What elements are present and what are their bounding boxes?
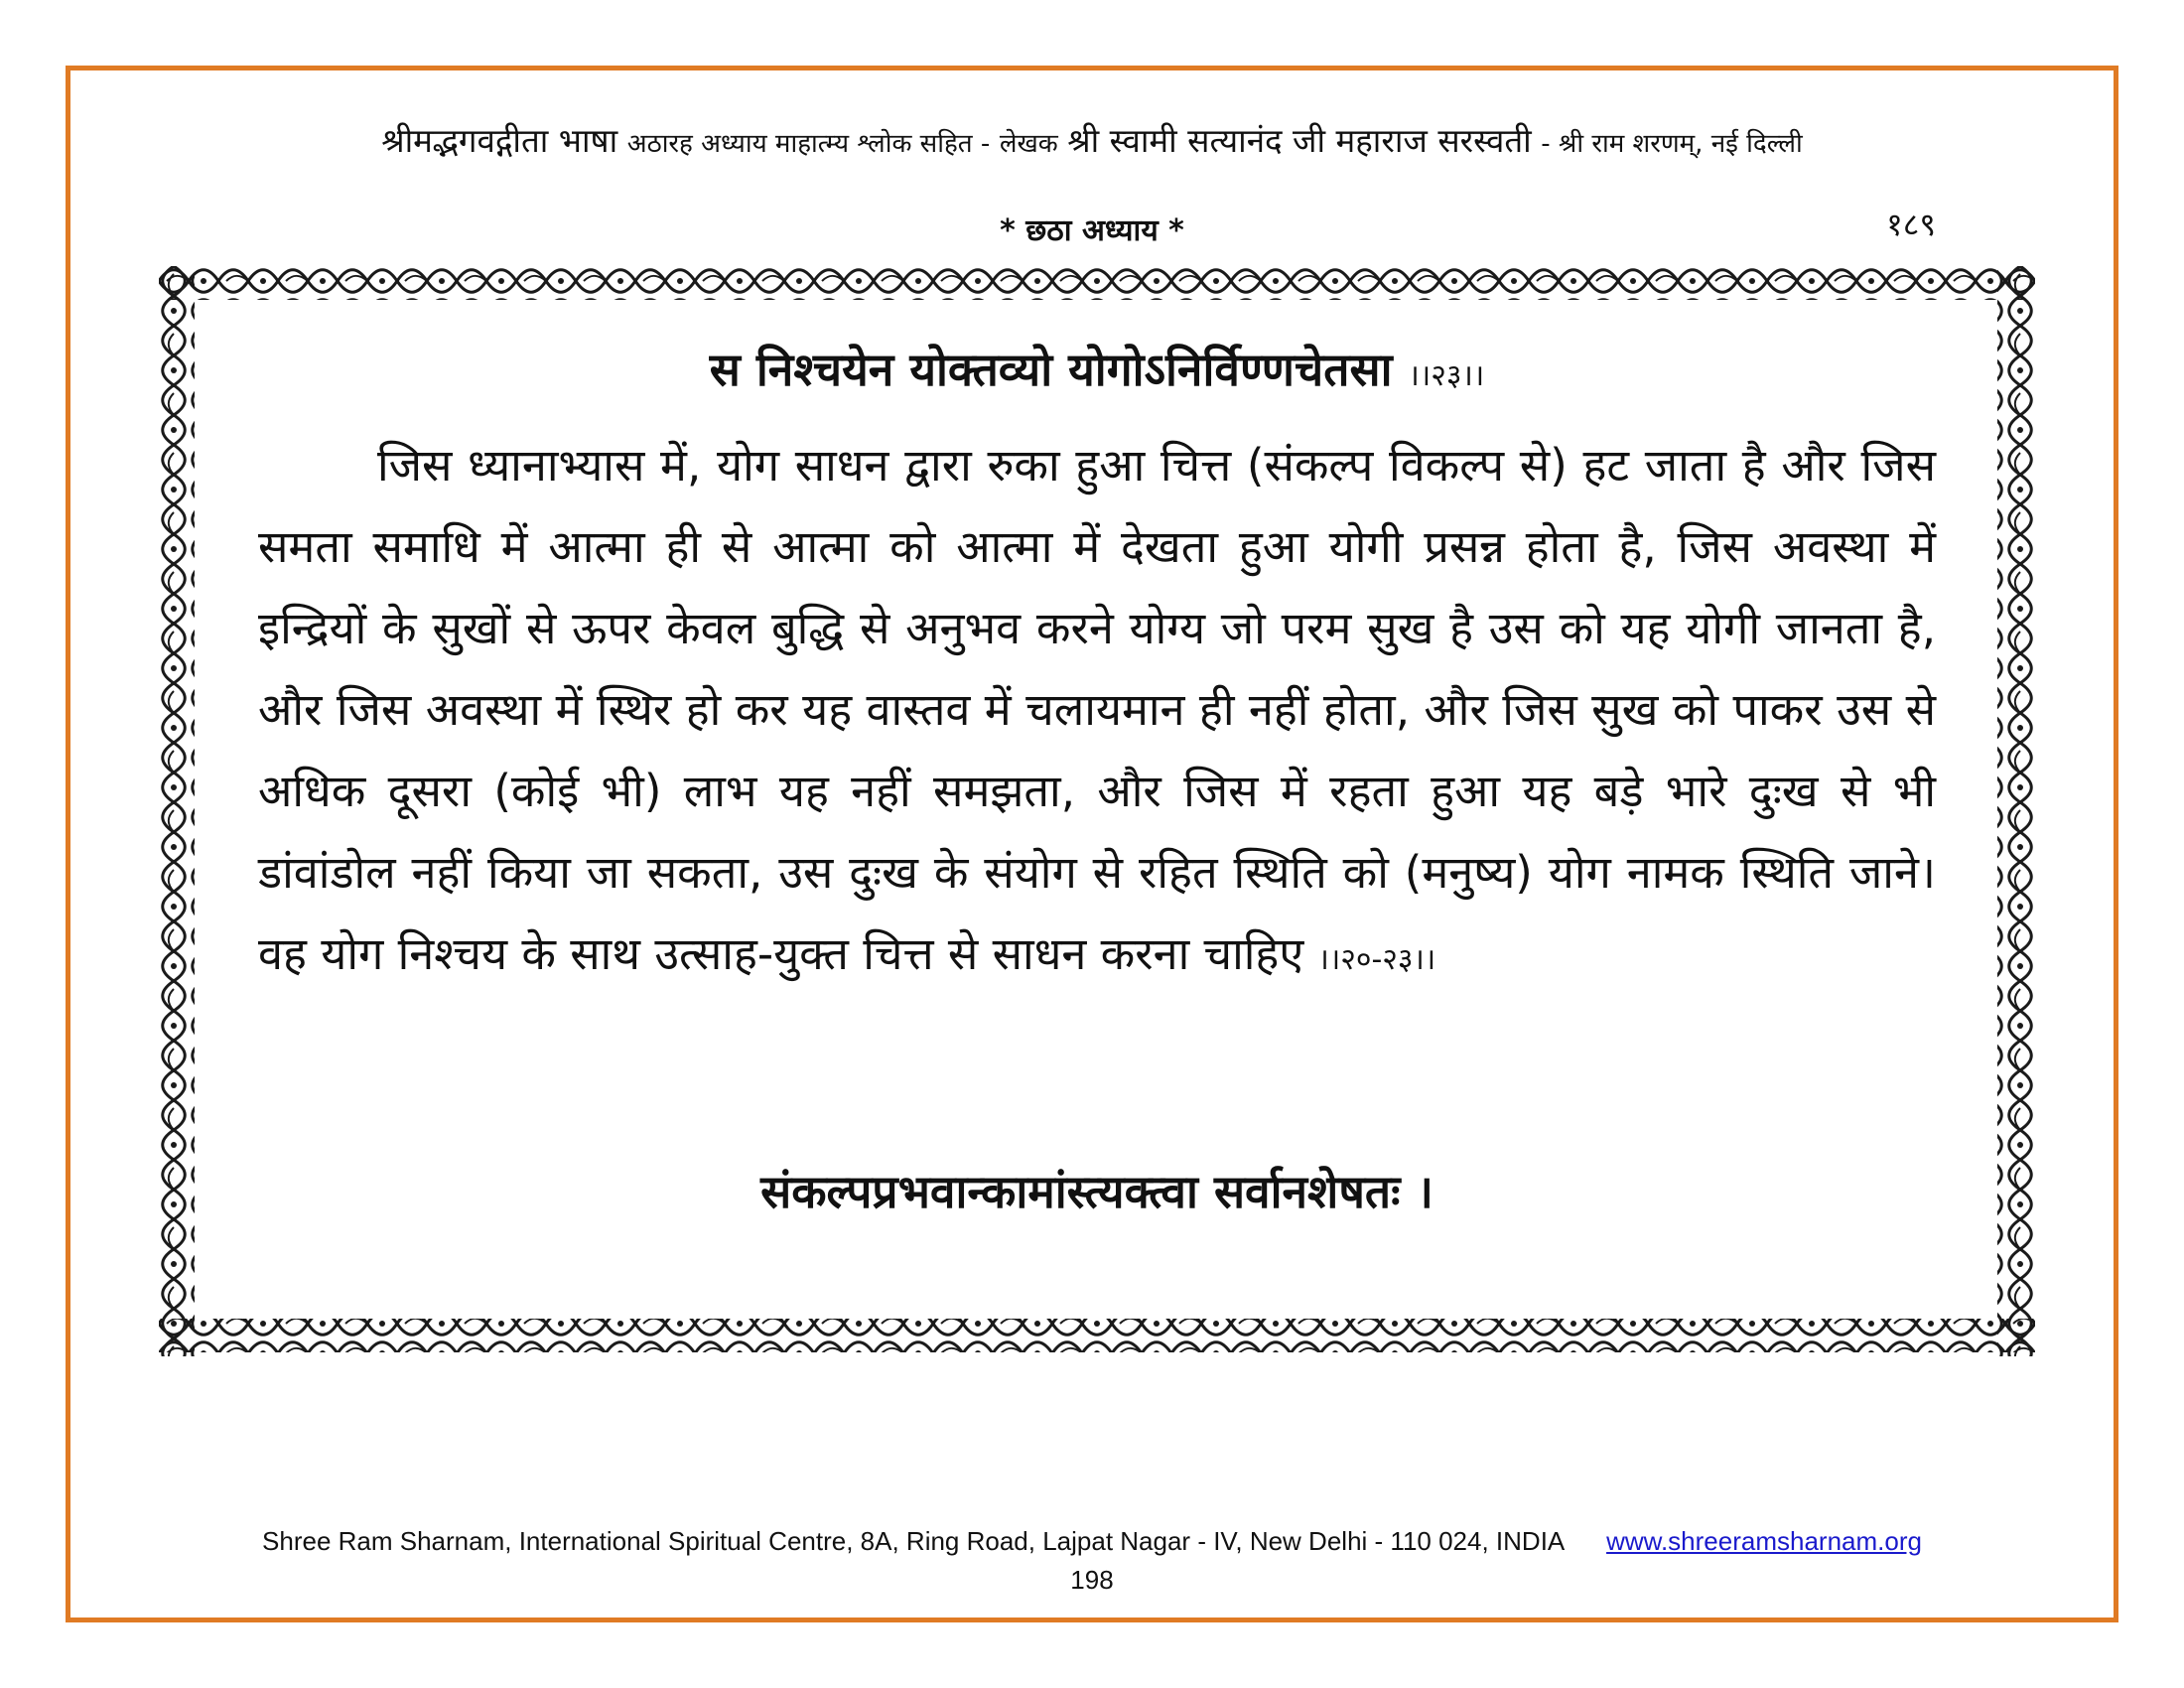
footer-page-number: 198 [1070,1565,1114,1595]
chapter-heading: * छठा अध्याय * [1000,213,1184,248]
page-header [119,117,2065,162]
verse-line-top [159,338,2035,399]
verse-top-text: स निश्चयेन योक्तव्यो योगोऽनिर्विण्णचेतसा [709,343,1393,396]
footer-address: Shree Ram Sharnam, International Spiritual Centre, 8A, Ring Road, Lajpat Nagar - IV, New Delhi - 110 024, INDIA [262,1526,1564,1556]
header-title-sub: अठारह अध्याय माहात्म्य श्लोक सहित - [626,129,991,159]
verse-top-number: ।।२३।। [1408,358,1485,393]
commentary-paragraph [258,425,1936,1001]
scanned-page [159,266,2035,1356]
commentary-text: जिस ध्यानाभ्यास में, योग साधन द्वारा रुका हुआ चित्त (संकल्प विकल्प से) हट जाता है और जिस समता समाधि में आत्मा ही से आत्मा को आत्मा में देखता हुआ योगी प्रसन्न होता है, जिस अवस्था में इन्द्रियों के सुखों से ऊपर केवल बुद्धि से अनुभव करने योग्य जो परम सुख है उस को यह योगी जानता है, और जिस अवस्था में स्थिर हो कर यह वास्तव में चलायमान ही नहीं होता, और जिस सुख को पाकर उस से अधिक दूसरा (कोई भी) लाभ यह नहीं समझता, और जिस में रहता हुआ यह बड़े भारे दुःख से भी डांवांडोल नहीं किया जा सकता, उस दुःख के संयोग से रहित स्थिति को (मनुष्य) योग नामक स्थिति जाने। वह योग निश्चय के साथ उत्साह-युक्त चित्त से साधन करना चाहिए [258,439,1936,980]
commentary-verse-number: ।।२०-२३।। [1317,942,1436,977]
scan-page-number: १८९ [1886,206,1936,243]
website-link[interactable]: www.shreeramsharnam.org [1606,1526,1922,1556]
header-author-label: लेखक [999,129,1058,159]
header-author-name: श्री स्वामी सत्यानंद जी महाराज सरस्वती [1067,121,1532,160]
verse-bottom-text: संकल्पप्रभवान्कामांस्त्यक्त्वा सर्वानशेषतः । [760,1165,1433,1218]
page-footer [99,1526,2085,1557]
verse-line-bottom [159,1160,2035,1221]
header-title-main: श्रीमद्भगवद्गीता भाषा [381,121,618,160]
header-publisher: - श्री राम शरणम्, नई दिल्ली [1541,129,1803,159]
